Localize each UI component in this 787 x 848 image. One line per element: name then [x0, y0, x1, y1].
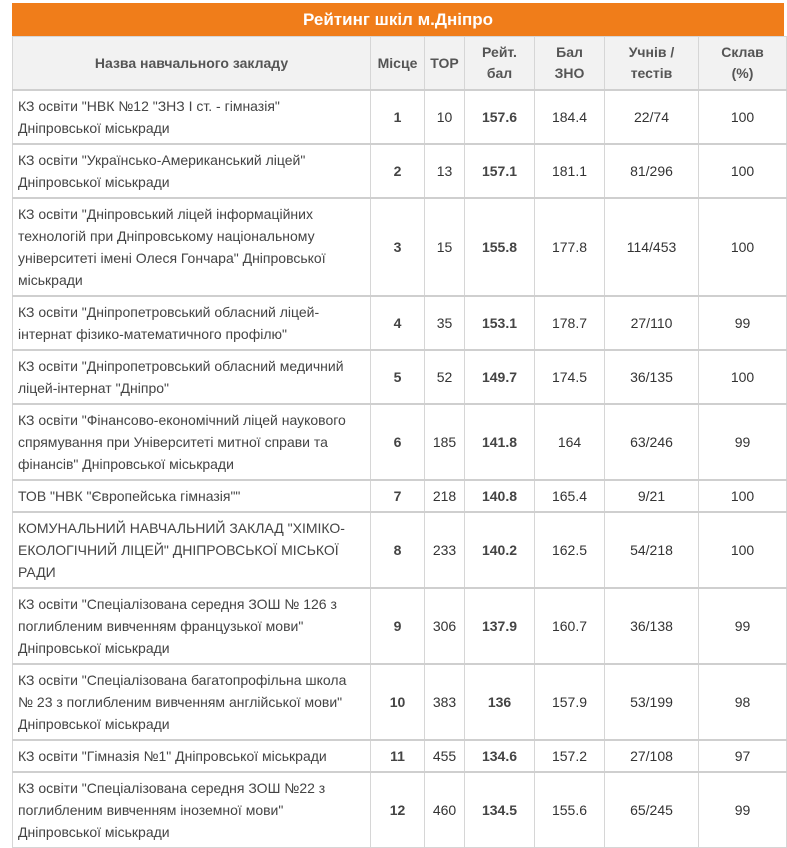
cell-place: 11: [371, 740, 425, 772]
cell-top-rank: 13: [425, 144, 465, 198]
table-row: [13, 512, 787, 588]
table-row: [13, 772, 787, 848]
cell-top-rank: 185: [425, 404, 465, 480]
cell-zno-score: 174.5: [535, 350, 605, 404]
header-sklad: Склав (%): [699, 37, 787, 91]
cell-zno-score: 164: [535, 404, 605, 480]
cell-rating-score: 155.8: [465, 198, 535, 296]
cell-school-name: КЗ освіти "Фінансово-економічний ліцей наукового спрямування при Університеті митної справи та фінансів" Дніпровської міськради: [13, 404, 371, 480]
cell-passed-percent: 99: [699, 404, 787, 480]
cell-top-rank: 15: [425, 198, 465, 296]
cell-rating-score: 134.5: [465, 772, 535, 848]
cell-zno-score: 165.4: [535, 480, 605, 512]
cell-top-rank: 10: [425, 90, 465, 144]
cell-passed-percent: 100: [699, 90, 787, 144]
cell-zno-score: 181.1: [535, 144, 605, 198]
cell-school-name: КЗ освіти "Дніпропетровський обласний медичний ліцей-інтернат "Дніпро": [13, 350, 371, 404]
cell-rating-score: 140.8: [465, 480, 535, 512]
rating-table: [12, 36, 787, 848]
cell-students-tests: 9/21: [605, 480, 699, 512]
table-row: [13, 90, 787, 144]
cell-rating-score: 137.9: [465, 588, 535, 664]
table-row: [13, 350, 787, 404]
cell-school-name: КЗ освіти "Дніпропетровський обласний ліцей-інтернат фізико-математичного профілю": [13, 296, 371, 350]
cell-place: 8: [371, 512, 425, 588]
cell-school-name: КОМУНАЛЬНИЙ НАВЧАЛЬНИЙ ЗАКЛАД "ХІМІКО-ЕКОЛОГІЧНИЙ ЛІЦЕЙ" ДНІПРОВСЬКОЇ МІСЬКОЇ РАДИ: [13, 512, 371, 588]
cell-place: 12: [371, 772, 425, 848]
cell-passed-percent: 99: [699, 772, 787, 848]
table-body: [13, 90, 787, 848]
table-row: [13, 588, 787, 664]
cell-place: 1: [371, 90, 425, 144]
cell-students-tests: 53/199: [605, 664, 699, 740]
cell-top-rank: 233: [425, 512, 465, 588]
header-zno: Бал ЗНО: [535, 37, 605, 91]
cell-zno-score: 155.6: [535, 772, 605, 848]
header-place: Місце: [371, 37, 425, 91]
table-row: [13, 740, 787, 772]
cell-zno-score: 177.8: [535, 198, 605, 296]
cell-rating-score: 157.1: [465, 144, 535, 198]
cell-zno-score: 184.4: [535, 90, 605, 144]
cell-passed-percent: 99: [699, 296, 787, 350]
header-name: Назва навчального закладу: [13, 37, 371, 91]
cell-rating-score: 157.6: [465, 90, 535, 144]
cell-school-name: КЗ освіти "НВК №12 "ЗНЗ І ст. - гімназія" Дніпровської міськради: [13, 90, 371, 144]
table-row: [13, 664, 787, 740]
cell-zno-score: 157.2: [535, 740, 605, 772]
cell-top-rank: 383: [425, 664, 465, 740]
cell-zno-score: 157.9: [535, 664, 605, 740]
cell-passed-percent: 100: [699, 350, 787, 404]
cell-students-tests: 63/246: [605, 404, 699, 480]
header-top: TOP: [425, 37, 465, 91]
table-row: [13, 296, 787, 350]
cell-rating-score: 153.1: [465, 296, 535, 350]
cell-top-rank: 218: [425, 480, 465, 512]
cell-top-rank: 35: [425, 296, 465, 350]
cell-students-tests: 36/135: [605, 350, 699, 404]
cell-top-rank: 52: [425, 350, 465, 404]
cell-place: 6: [371, 404, 425, 480]
table-row: [13, 404, 787, 480]
cell-rating-score: 136: [465, 664, 535, 740]
cell-students-tests: 54/218: [605, 512, 699, 588]
cell-students-tests: 36/138: [605, 588, 699, 664]
cell-rating-score: 134.6: [465, 740, 535, 772]
table-row: [13, 480, 787, 512]
cell-rating-score: 149.7: [465, 350, 535, 404]
cell-passed-percent: 98: [699, 664, 787, 740]
cell-passed-percent: 97: [699, 740, 787, 772]
cell-top-rank: 455: [425, 740, 465, 772]
cell-school-name: ТОВ "НВК "Європейська гімназія"": [13, 480, 371, 512]
cell-school-name: КЗ освіти "Спеціалізована середня ЗОШ № 126 з поглибленим вивченням французької мови" Дніпровської міськради: [13, 588, 371, 664]
cell-place: 5: [371, 350, 425, 404]
cell-rating-score: 141.8: [465, 404, 535, 480]
cell-school-name: КЗ освіти "Дніпровський ліцей інформаційних технологій при Дніпровському національному університеті імені Олеся Гончара" Дніпровської міськради: [13, 198, 371, 296]
cell-passed-percent: 99: [699, 588, 787, 664]
header-students: Учнів / тестів: [605, 37, 699, 91]
header-score: Рейт. бал: [465, 37, 535, 91]
cell-place: 4: [371, 296, 425, 350]
cell-school-name: КЗ освіти "Спеціалізована багатопрофільна школа № 23 з поглибленим вивченням англійської мови" Дніпровської міськради: [13, 664, 371, 740]
cell-passed-percent: 100: [699, 144, 787, 198]
header-row: [13, 37, 787, 91]
table-title: Рейтинг шкіл м.Дніпро: [12, 3, 784, 36]
cell-school-name: КЗ освіти "Спеціалізована середня ЗОШ №22 з поглибленим вивченням іноземної мови" Дніпровської міськради: [13, 772, 371, 848]
cell-place: 9: [371, 588, 425, 664]
cell-students-tests: 27/108: [605, 740, 699, 772]
cell-zno-score: 162.5: [535, 512, 605, 588]
cell-top-rank: 306: [425, 588, 465, 664]
table-row: [13, 198, 787, 296]
cell-top-rank: 460: [425, 772, 465, 848]
cell-students-tests: 65/245: [605, 772, 699, 848]
cell-rating-score: 140.2: [465, 512, 535, 588]
cell-school-name: КЗ освіти "Українсько-Американський ліцей" Дніпровської міськради: [13, 144, 371, 198]
cell-passed-percent: 100: [699, 512, 787, 588]
cell-students-tests: 22/74: [605, 90, 699, 144]
cell-passed-percent: 100: [699, 480, 787, 512]
cell-place: 3: [371, 198, 425, 296]
cell-students-tests: 81/296: [605, 144, 699, 198]
cell-students-tests: 114/453: [605, 198, 699, 296]
table-row: [13, 144, 787, 198]
cell-place: 2: [371, 144, 425, 198]
cell-zno-score: 160.7: [535, 588, 605, 664]
cell-passed-percent: 100: [699, 198, 787, 296]
cell-place: 10: [371, 664, 425, 740]
cell-zno-score: 178.7: [535, 296, 605, 350]
cell-place: 7: [371, 480, 425, 512]
cell-school-name: КЗ освіти "Гімназія №1" Дніпровської міськради: [13, 740, 371, 772]
cell-students-tests: 27/110: [605, 296, 699, 350]
